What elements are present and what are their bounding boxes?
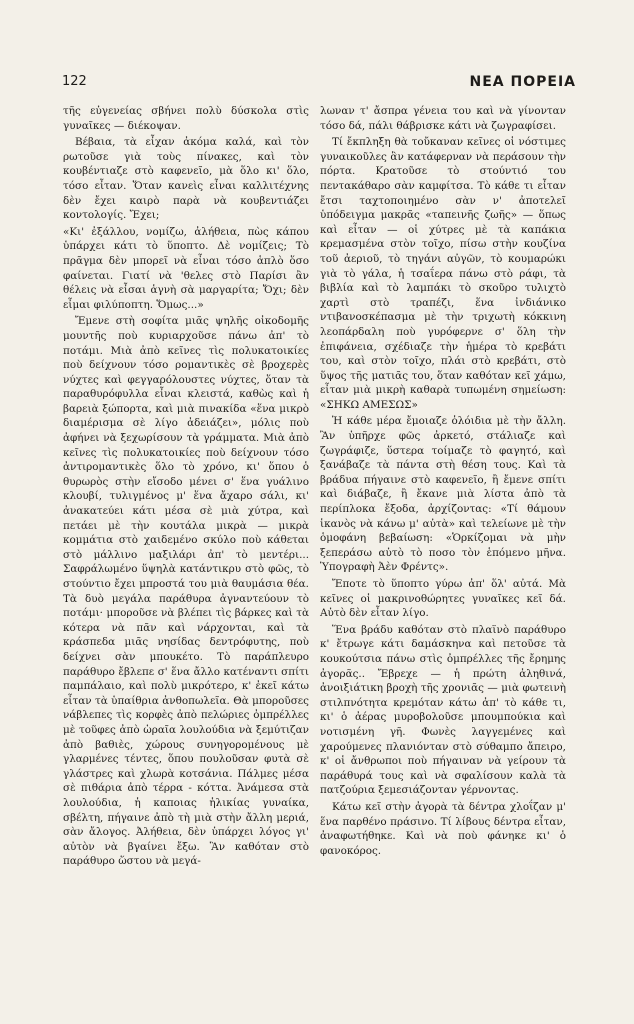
paragraph: Ἔμενε στὴ σοφίτα μιᾶς ψηλῆς οἰκοδομῆς μουντῆς ποὺ κυριαρχοῦσε πάνω ἀπ' τὸ ποτάμι. Μιὰ ἀπὸ κεῖνες τὶς πολυκατοικίες ποὺ δείχνουν τόσο ρομαντικὲς σὲ βροχερὲς νύχτες καὶ φεγγαρόλουστες νύχτες, ὅταν τὰ παραθυρόφυλλα εἶναι κλειστά, καθὼς καὶ ἡ βαρειὰ ξώπορτα, καὶ μιὰ πινακίδα «ἕνα μικρὸ διαμέρισμα σὲ λίγο ἀδειάζει», μόλις ποὺ ἀφήνει νὰ ξεχωρίσουν τὰ γράμματα. Μιὰ ἀπὸ κεῖνες τὶς πολυκατοικίες ποὺ δείχνουν τόσο ἀντιρομαντικὲς ὅλο τὸ χρόνο, κι' ὅπου ὁ θυρωρὸς στὴν εἴσοδο μένει σ' ἕνα γυάλινο κλουβί, τυλιγμένος μ' ἕνα ἄχαρο σάλι, κι' ἀνακατεύει κάτι μέσα σὲ μιὰ χύτρα, καὶ πετάει μὲ τὴν κουτάλα μικρὰ — μικρὰ κομμάτια στὸ χαιδεμένο σκύλο ποὺ κάθεται στὸ μάλλινο μαξιλάρι ἀπ' τὸ μεντέρι... Σαφράλωμένο ὕψηλὰ κατάντικρυ στὸ φῶς, τὸ στούντιο ἔχει μπροστά του μιὰ θαυμάσια θέα. Τὰ δυὸ μεγάλα παράθυρα ἀγναντεύουν τὸ ποτάμι· μποροῦσε νὰ βλέπει τὶς βάρκες καὶ τὰ κότερα νὰ πᾶν καὶ νάρχονται, καὶ τὰ κράσπεδα μιᾶς νησίδας δεντρόφυτης, ποὺ δείχνει σὰν μπουκέτο. Τὸ παράπλευρο παράθυρο ἔβλεπε σ' ἕνα ἄλλο κατέναντι σπίτι παμπάλαιο, καὶ πολὺ μικρότερο, κ' ἐκεῖ κάτω εἶταν τὰ ὑπαίθρια ἀνθοπωλεῖα. Θὰ μποροῦσες νάβλεπες τὶς κορφὲς ἀπὸ πελώριες ὀμπρέλλες μὲ τοῦφες ἀπὸ ὡραῖα λουλούδια νὰ ξεμύτιζαν ἀπὸ βαθιὲς, χώρους συνηγορομένους μὲ γλαρμένες τέντες, ὅπου πουλοῦσαν φυτὰ σὲ γλάστρες καὶ χλωρὰ κοτσάνια. Πάλμες μέσα σὲ πιθάρια ἀπὸ τέρρα - κόττα. Ἀνάμεσα στὰ λουλούδια, ἡ καποιας ἡλικίας γυναίκα, σβέλτη, πήγαινε ἀπὸ τὴ μιὰ στὴν ἄλλη μεριά, σὰν ἄλογος. Ἀλήθεια, δὲν ὑπάρχει λόγος γι' αὐτὸν νὰ βγαίνει ἔξω. Ἂν καθόταν στὸ παράθυρο ὥστου νὰ μεγά- — [63, 315, 309, 868]
page-number: 122 — [62, 74, 87, 89]
paragraph: Βέβαια, τὰ εἶχαν ἀκόμα καλά, καὶ τὸν ρωτοῦσε γιὰ τοὺς πίνακες, καὶ τὸν κουβέντιαζε στὸ καφενεῖο, μὰ ὅλο κι' ὅλο, τόσο εἶταν. Ὅταν κανεὶς εἶναι καλλιτέχνης δὲν ἔχει καιρὸ παρὰ νὰ κουβεντιάζει κοντολογίς. Ἔχει; — [63, 136, 309, 222]
journal-title: ΝΕΑ ΠΟΡΕΙΑ — [469, 74, 576, 90]
paragraph: τῆς εὐγενείας σβήνει πολὺ δύσκολα στὶς γυναῖκες — διέκοψαν. — [63, 105, 309, 132]
left-column — [63, 104, 309, 871]
paragraph: «Κι' ἐξάλλου, νομίζω, ἀλήθεια, πὼς κάπου ὑπάρχει κάτι τὸ ὕποπτο. Δὲ νομίζεις; Τὸ πρᾶγμα δὲν μπορεῖ νὰ εἶναι τόσο ἁπλὸ ὅσο φαίνεται. Γιατί νὰ 'θελες στὸ Παρίσι ἂν θέλεις νὰ εἶσαι ἁγνὴ σὰ μαργαρίτα; Ὄχι; δὲν εἶμαι φιλύποπτη. Ὅμως...» — [63, 225, 309, 311]
paragraph: Ἕνα βράδυ καθόταν στὸ πλαϊνὸ παράθυρο κ' ἔτρωγε κάτι δαμάσκηνα καὶ πετοῦσε τὰ κουκούτσια πάνω στὶς ὀμπρέλλες τῆς ἔρημης ἀγορᾶς.. Ἔβρεχε — ἡ πρώτη ἀληθινά, ἀνοιξιάτικη βροχὴ τῆς χρονιᾶς — μιὰ φωτεινὴ στιλπνότητα κρεμόταν κάτω ἀπ' τὸ κάθε τι, κι' ὁ ἀέρας μυροβολοῦσε μπουμπούκια καὶ νοτισμένη γῆ. Φωνὲς λαγγεμένες καὶ χαρούμενες πλανιόνταν στὸ σύθαμπο ἄπειρο, κ' οἱ ἄνθρωποι ποὺ πήγαιναν νὰ γείρουν τὰ παράθυρά τους καὶ νὰ σφαλίσουν καλὰ τὰ πατζούρια ξεμεσιάζονταν γέρνοντας. — [320, 623, 566, 797]
page-header — [62, 74, 576, 96]
paragraph: Ἔποτε τὸ ὕποπτο γύρω ἀπ' ὅλ' αὐτά. Μὰ κεῖνες οἱ μακρινοθώρητες γυναῖκες κεῖ δά. Αὐτὸ δὲν εἶταν λίγο. — [320, 578, 566, 620]
paragraph: λωναν τ' ἄσπρα γένεια του καὶ νὰ γίνονταν τόσο δά, πάλι θάβρισκε κάτι νὰ ζωγραφίσει. — [320, 105, 566, 132]
paragraph: Ἡ κάθε μέρα ἔμοιαζε ὁλόιδια μὲ τὴν ἄλλη. Ἂν ὑπῆρχε φῶς ἀρκετό, στάλιαζε καὶ ζωγράφιζε, ὕστερα τοίμαζε τὸ φαγητό, καὶ ξανάβαζε τὰ πάντα στὴ θέση τους. Καὶ τὰ βράδυα πήγαινε στὸ καφενεῖο, ἢ ἔμενε σπίτι καὶ διάβαζε, ἢ ἔκανε μιὰ λίστα ἀπὸ τὰ περίπλοκα ἔξοδα, ἀρχίζοντας: «Τί θάμουν ἱκανὸς νὰ κάνω μ' αὐτὰ» καὶ τελείωνε μὲ τὴν ὁμοφάνη βεβαίωση: «Ὁρκίζομαι νὰ μὴν ξεπεράσω αὐτὸ τὸ ποσο τὸν ἑπόμενο μῆνα. Ὑπογραφὴ Ἀὲν Φρέντς». — [320, 415, 566, 574]
right-column — [320, 104, 566, 860]
paragraph: Τί ἔκπληξη θὰ τοὔκαναν κεῖνες οἱ νόστιμες γυναικοῦλες ἂν κατάφερναν νὰ περάσουν τὴν πόρτα. Κρατοῦσε τὸ στούντιό του πεντακάθαρο σὰν καμφίτσα. Τὸ κάθε τι εἶταν ἔτσι ταχτοποιημένο σὰν ν' ἀποτελεῖ ὑπόδειγμα μακρᾶς «ταπεινῆς ζωῆς» — ὅπως καὶ εἶταν — οἱ χύτρες μὲ τὰ καπάκια κρεμασμένα στὸν τοῖχο, πίσω στὴν κουζίνα τοῦ ἀεριοῦ, τὸ τηγάνι αὐγῶν, τὸ κουμαρώκι γιὰ τὸ γάλα, ἡ τσαΐερα πάνω στὸ ράφι, τὰ βιβλία καὶ τὸ λαμπάκι τὸ σκοῦρο τυλιχτὸ χαρτὶ στὸ τραπέζι, ἕνα ἰνδιάνικο ντιβανοσκέπασμα μὲ τὴν τριχωτὴ κόκκινη λεοπάρδαλη ποὺ γυρόφερνε σ' ὅλη τὴν ἐπιφάνεια, σχέδιαζε τὴν ἡμέρα τὸ κρεβάτι του, καὶ στὸν τοῖχο, πλάι στὸ κρεβάτι, στὸ ὕψος τῆς ματιᾶς του, ὅταν καθόταν κεῖ χάμω, εἶταν μιὰ μικρὴ καθαρὰ τυπωμένη σημείωση: «ΣΗΚΩ ΑΜΕΣΩΣ» — [320, 136, 566, 411]
paragraph: Κάτω κεῖ στὴν ἀγορὰ τὰ δέντρα χλοΐζαν μ' ἕνα παρθένο πράσινο. Τί λίβους δέντρα εἶταν, ἀναφωτήθηκε. Καὶ νὰ ποὺ φάνηκε κι' ὁ φανοκόρος. — [320, 800, 566, 857]
